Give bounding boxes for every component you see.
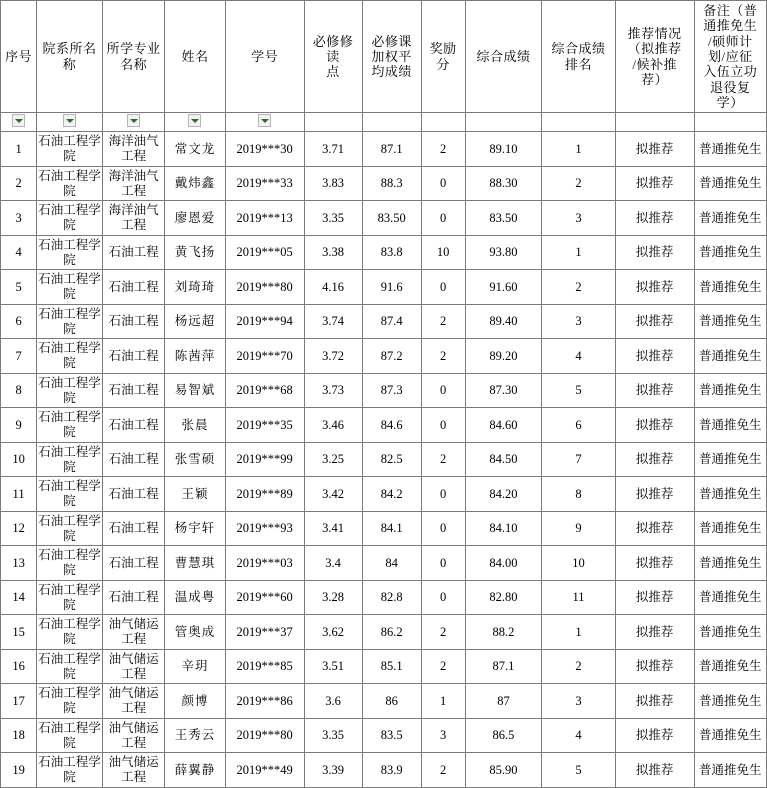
cell-college: 石油工程学院 <box>37 235 103 270</box>
cell-required-credits: 4.16 <box>304 270 362 305</box>
cell-name: 辛玥 <box>165 649 225 684</box>
cell-required-credits: 3.25 <box>304 442 362 477</box>
cell-required-credits: 3.35 <box>304 201 362 236</box>
cell-index: 5 <box>1 270 37 305</box>
cell-major: 石油工程 <box>102 477 164 512</box>
cell-recommendation: 拟推荐 <box>615 373 694 408</box>
cell-bonus-points: 1 <box>421 684 465 719</box>
cell-student-id: 2019***33 <box>225 166 304 201</box>
cell-total-rank: 6 <box>542 408 615 443</box>
cell-name: 张晨 <box>165 408 225 443</box>
cell-student-id: 2019***05 <box>225 235 304 270</box>
cell-index: 3 <box>1 201 37 236</box>
cell-major: 油气储运工程 <box>102 718 164 753</box>
cell-bonus-points: 2 <box>421 132 465 167</box>
cell-college: 石油工程学院 <box>37 615 103 650</box>
filter-dropdown-icon[interactable] <box>63 114 76 127</box>
cell-major: 油气储运工程 <box>102 615 164 650</box>
cell-bonus-points: 0 <box>421 408 465 443</box>
cell-total-rank: 2 <box>542 649 615 684</box>
cell-remark: 普通推免生 <box>694 546 766 581</box>
filter-cell-weighted-average[interactable] <box>362 113 421 132</box>
cell-college: 石油工程学院 <box>37 304 103 339</box>
filter-cell-required-credits[interactable] <box>304 113 362 132</box>
table-row <box>1 546 767 581</box>
cell-total-rank: 2 <box>542 166 615 201</box>
cell-required-credits: 3.73 <box>304 373 362 408</box>
cell-bonus-points: 0 <box>421 546 465 581</box>
table-row <box>1 649 767 684</box>
cell-major: 海洋油气工程 <box>102 201 164 236</box>
cell-recommendation: 拟推荐 <box>615 201 694 236</box>
cell-total-score: 91.60 <box>465 270 542 305</box>
cell-major: 石油工程 <box>102 408 164 443</box>
cell-total-rank: 5 <box>542 373 615 408</box>
table-row <box>1 132 767 167</box>
cell-recommendation: 拟推荐 <box>615 580 694 615</box>
cell-remark: 普通推免生 <box>694 684 766 719</box>
cell-recommendation: 拟推荐 <box>615 615 694 650</box>
cell-name: 杨远超 <box>165 304 225 339</box>
cell-college: 石油工程学院 <box>37 649 103 684</box>
cell-student-id: 2019***94 <box>225 304 304 339</box>
cell-total-score: 84.60 <box>465 408 542 443</box>
cell-total-score: 88.2 <box>465 615 542 650</box>
cell-college: 石油工程学院 <box>37 132 103 167</box>
cell-total-score: 87.1 <box>465 649 542 684</box>
cell-major: 石油工程 <box>102 339 164 374</box>
cell-bonus-points: 0 <box>421 580 465 615</box>
cell-remark: 普通推免生 <box>694 615 766 650</box>
cell-major: 石油工程 <box>102 546 164 581</box>
cell-weighted-average: 84.1 <box>362 511 421 546</box>
cell-college: 石油工程学院 <box>37 166 103 201</box>
cell-remark: 普通推免生 <box>694 408 766 443</box>
column-header-weighted-average: 必修课 加权平 均成绩 <box>362 1 421 113</box>
cell-total-score: 86.5 <box>465 718 542 753</box>
cell-weighted-average: 88.3 <box>362 166 421 201</box>
cell-name: 薛翼静 <box>165 753 225 788</box>
cell-bonus-points: 0 <box>421 477 465 512</box>
cell-required-credits: 3.62 <box>304 615 362 650</box>
cell-major: 油气储运工程 <box>102 649 164 684</box>
cell-college: 石油工程学院 <box>37 546 103 581</box>
cell-index: 18 <box>1 718 37 753</box>
filter-dropdown-icon[interactable] <box>12 114 25 127</box>
cell-total-score: 89.10 <box>465 132 542 167</box>
cell-index: 12 <box>1 511 37 546</box>
cell-name: 温成粤 <box>165 580 225 615</box>
cell-remark: 普通推免生 <box>694 339 766 374</box>
cell-weighted-average: 87.4 <box>362 304 421 339</box>
filter-cell-recommendation[interactable] <box>615 113 694 132</box>
cell-required-credits: 3.6 <box>304 684 362 719</box>
cell-major: 海洋油气工程 <box>102 166 164 201</box>
cell-name: 颜博 <box>165 684 225 719</box>
cell-weighted-average: 87.2 <box>362 339 421 374</box>
cell-name: 黄飞扬 <box>165 235 225 270</box>
cell-weighted-average: 87.1 <box>362 132 421 167</box>
cell-recommendation: 拟推荐 <box>615 235 694 270</box>
cell-student-id: 2019***68 <box>225 373 304 408</box>
cell-total-rank: 9 <box>542 511 615 546</box>
cell-bonus-points: 2 <box>421 339 465 374</box>
cell-student-id: 2019***93 <box>225 511 304 546</box>
cell-weighted-average: 85.1 <box>362 649 421 684</box>
cell-index: 2 <box>1 166 37 201</box>
cell-name: 王颖 <box>165 477 225 512</box>
table-row <box>1 753 767 788</box>
cell-recommendation: 拟推荐 <box>615 132 694 167</box>
cell-name: 王秀云 <box>165 718 225 753</box>
cell-bonus-points: 2 <box>421 649 465 684</box>
cell-required-credits: 3.72 <box>304 339 362 374</box>
cell-name: 易智斌 <box>165 373 225 408</box>
cell-bonus-points: 2 <box>421 304 465 339</box>
cell-remark: 普通推免生 <box>694 649 766 684</box>
table-row <box>1 477 767 512</box>
filter-cell-name[interactable] <box>165 113 225 132</box>
cell-remark: 普通推免生 <box>694 511 766 546</box>
cell-major: 石油工程 <box>102 511 164 546</box>
cell-total-rank: 11 <box>542 580 615 615</box>
cell-total-rank: 1 <box>542 615 615 650</box>
cell-required-credits: 3.83 <box>304 166 362 201</box>
cell-recommendation: 拟推荐 <box>615 649 694 684</box>
cell-recommendation: 拟推荐 <box>615 753 694 788</box>
table-row <box>1 684 767 719</box>
cell-required-credits: 3.4 <box>304 546 362 581</box>
cell-major: 石油工程 <box>102 304 164 339</box>
cell-major: 石油工程 <box>102 442 164 477</box>
table-header-row <box>1 1 767 113</box>
cell-student-id: 2019***30 <box>225 132 304 167</box>
cell-recommendation: 拟推荐 <box>615 408 694 443</box>
cell-index: 9 <box>1 408 37 443</box>
cell-bonus-points: 0 <box>421 270 465 305</box>
filter-cell-major[interactable] <box>102 113 164 132</box>
cell-recommendation: 拟推荐 <box>615 477 694 512</box>
cell-student-id: 2019***80 <box>225 270 304 305</box>
cell-total-score: 89.40 <box>465 304 542 339</box>
cell-total-rank: 5 <box>542 753 615 788</box>
table-filter-row[interactable] <box>1 113 767 132</box>
cell-index: 14 <box>1 580 37 615</box>
cell-required-credits: 3.46 <box>304 408 362 443</box>
cell-index: 15 <box>1 615 37 650</box>
cell-total-rank: 4 <box>542 339 615 374</box>
cell-student-id: 2019***60 <box>225 580 304 615</box>
cell-total-rank: 4 <box>542 718 615 753</box>
filter-cell-remark[interactable] <box>694 113 766 132</box>
cell-recommendation: 拟推荐 <box>615 442 694 477</box>
cell-index: 13 <box>1 546 37 581</box>
cell-bonus-points: 10 <box>421 235 465 270</box>
cell-total-rank: 3 <box>542 684 615 719</box>
cell-college: 石油工程学院 <box>37 270 103 305</box>
cell-remark: 普通推免生 <box>694 477 766 512</box>
cell-weighted-average: 83.5 <box>362 718 421 753</box>
cell-remark: 普通推免生 <box>694 304 766 339</box>
column-header-major: 所学专业 名称 <box>102 1 164 113</box>
cell-required-credits: 3.42 <box>304 477 362 512</box>
table-row <box>1 304 767 339</box>
cell-index: 6 <box>1 304 37 339</box>
cell-total-rank: 2 <box>542 270 615 305</box>
cell-recommendation: 拟推荐 <box>615 511 694 546</box>
cell-remark: 普通推免生 <box>694 132 766 167</box>
cell-total-score: 88.30 <box>465 166 542 201</box>
cell-total-score: 84.20 <box>465 477 542 512</box>
cell-student-id: 2019***89 <box>225 477 304 512</box>
cell-required-credits: 3.35 <box>304 718 362 753</box>
cell-weighted-average: 83.9 <box>362 753 421 788</box>
cell-recommendation: 拟推荐 <box>615 339 694 374</box>
cell-student-id: 2019***03 <box>225 546 304 581</box>
cell-bonus-points: 2 <box>421 442 465 477</box>
filter-cell-total-score[interactable] <box>465 113 542 132</box>
cell-recommendation: 拟推荐 <box>615 166 694 201</box>
cell-weighted-average: 83.50 <box>362 201 421 236</box>
table-row <box>1 442 767 477</box>
cell-required-credits: 3.41 <box>304 511 362 546</box>
cell-name: 曹慧琪 <box>165 546 225 581</box>
cell-index: 7 <box>1 339 37 374</box>
cell-remark: 普通推免生 <box>694 753 766 788</box>
cell-student-id: 2019***80 <box>225 718 304 753</box>
cell-total-rank: 3 <box>542 201 615 236</box>
cell-total-score: 89.20 <box>465 339 542 374</box>
cell-name: 陈茜萍 <box>165 339 225 374</box>
cell-index: 19 <box>1 753 37 788</box>
cell-index: 1 <box>1 132 37 167</box>
table-row <box>1 166 767 201</box>
cell-college: 石油工程学院 <box>37 753 103 788</box>
cell-student-id: 2019***85 <box>225 649 304 684</box>
cell-index: 4 <box>1 235 37 270</box>
cell-total-score: 85.90 <box>465 753 542 788</box>
cell-name: 常文龙 <box>165 132 225 167</box>
cell-index: 8 <box>1 373 37 408</box>
cell-required-credits: 3.71 <box>304 132 362 167</box>
cell-college: 石油工程学院 <box>37 684 103 719</box>
filter-cell-college[interactable] <box>37 113 103 132</box>
cell-bonus-points: 2 <box>421 615 465 650</box>
column-header-name: 姓名 <box>165 1 225 113</box>
cell-bonus-points: 0 <box>421 511 465 546</box>
cell-remark: 普通推免生 <box>694 270 766 305</box>
cell-name: 廖恩爱 <box>165 201 225 236</box>
cell-major: 油气储运工程 <box>102 684 164 719</box>
filter-cell-total-rank[interactable] <box>542 113 615 132</box>
cell-college: 石油工程学院 <box>37 511 103 546</box>
cell-weighted-average: 91.6 <box>362 270 421 305</box>
cell-weighted-average: 84 <box>362 546 421 581</box>
cell-weighted-average: 83.8 <box>362 235 421 270</box>
table-row <box>1 339 767 374</box>
cell-total-rank: 1 <box>542 132 615 167</box>
cell-bonus-points: 0 <box>421 166 465 201</box>
cell-college: 石油工程学院 <box>37 408 103 443</box>
table-row <box>1 580 767 615</box>
cell-college: 石油工程学院 <box>37 201 103 236</box>
cell-total-score: 82.80 <box>465 580 542 615</box>
cell-name: 管奥成 <box>165 615 225 650</box>
cell-remark: 普通推免生 <box>694 166 766 201</box>
cell-total-rank: 7 <box>542 442 615 477</box>
cell-total-score: 93.80 <box>465 235 542 270</box>
cell-total-score: 83.50 <box>465 201 542 236</box>
table-row <box>1 408 767 443</box>
cell-name: 张雪硕 <box>165 442 225 477</box>
cell-weighted-average: 86.2 <box>362 615 421 650</box>
cell-student-id: 2019***99 <box>225 442 304 477</box>
cell-major: 石油工程 <box>102 580 164 615</box>
cell-total-rank: 1 <box>542 235 615 270</box>
cell-bonus-points: 0 <box>421 373 465 408</box>
cell-student-id: 2019***37 <box>225 615 304 650</box>
cell-recommendation: 拟推荐 <box>615 718 694 753</box>
cell-required-credits: 3.39 <box>304 753 362 788</box>
cell-college: 石油工程学院 <box>37 339 103 374</box>
cell-total-rank: 10 <box>542 546 615 581</box>
cell-total-score: 87.30 <box>465 373 542 408</box>
table-row <box>1 373 767 408</box>
cell-bonus-points: 2 <box>421 753 465 788</box>
cell-major: 石油工程 <box>102 235 164 270</box>
cell-remark: 普通推免生 <box>694 373 766 408</box>
cell-weighted-average: 82.8 <box>362 580 421 615</box>
column-header-total-rank: 综合成绩 排名 <box>542 1 615 113</box>
cell-required-credits: 3.28 <box>304 580 362 615</box>
cell-total-score: 87 <box>465 684 542 719</box>
cell-total-rank: 3 <box>542 304 615 339</box>
cell-required-credits: 3.38 <box>304 235 362 270</box>
column-header-required-credits: 必修修读 点 <box>304 1 362 113</box>
table-row <box>1 615 767 650</box>
cell-student-id: 2019***70 <box>225 339 304 374</box>
cell-total-score: 84.10 <box>465 511 542 546</box>
cell-major: 海洋油气工程 <box>102 132 164 167</box>
cell-major: 油气储运工程 <box>102 753 164 788</box>
filter-dropdown-icon[interactable] <box>258 114 271 127</box>
cell-index: 10 <box>1 442 37 477</box>
cell-weighted-average: 87.3 <box>362 373 421 408</box>
table-row <box>1 201 767 236</box>
cell-bonus-points: 0 <box>421 201 465 236</box>
cell-index: 11 <box>1 477 37 512</box>
cell-name: 戴炜鑫 <box>165 166 225 201</box>
cell-total-score: 84.50 <box>465 442 542 477</box>
cell-college: 石油工程学院 <box>37 580 103 615</box>
table-row <box>1 270 767 305</box>
cell-total-score: 84.00 <box>465 546 542 581</box>
table-row <box>1 235 767 270</box>
cell-student-id: 2019***35 <box>225 408 304 443</box>
column-header-index: 序号 <box>1 1 37 113</box>
column-header-recommendation: 推荐情况 （拟推荐 /候补推 荐） <box>615 1 694 113</box>
cell-required-credits: 3.74 <box>304 304 362 339</box>
filter-cell-index[interactable] <box>1 113 37 132</box>
column-header-total-score: 综合成绩 <box>465 1 542 113</box>
cell-remark: 普通推免生 <box>694 580 766 615</box>
cell-remark: 普通推免生 <box>694 201 766 236</box>
cell-weighted-average: 84.6 <box>362 408 421 443</box>
cell-recommendation: 拟推荐 <box>615 304 694 339</box>
cell-recommendation: 拟推荐 <box>615 270 694 305</box>
cell-name: 刘琦琦 <box>165 270 225 305</box>
cell-total-rank: 8 <box>542 477 615 512</box>
column-header-remark: 备注（普 通推免生 /硕师计 划/应征 入伍立功 退役复 学） <box>694 1 766 113</box>
cell-major: 石油工程 <box>102 270 164 305</box>
table-header <box>1 1 767 132</box>
cell-student-id: 2019***86 <box>225 684 304 719</box>
cell-weighted-average: 84.2 <box>362 477 421 512</box>
table-row <box>1 511 767 546</box>
column-header-college: 院系所名 称 <box>37 1 103 113</box>
cell-required-credits: 3.51 <box>304 649 362 684</box>
filter-cell-student-id[interactable] <box>225 113 304 132</box>
cell-college: 石油工程学院 <box>37 442 103 477</box>
cell-bonus-points: 3 <box>421 718 465 753</box>
cell-student-id: 2019***13 <box>225 201 304 236</box>
cell-college: 石油工程学院 <box>37 718 103 753</box>
cell-recommendation: 拟推荐 <box>615 684 694 719</box>
cell-index: 16 <box>1 649 37 684</box>
cell-remark: 普通推免生 <box>694 442 766 477</box>
cell-major: 石油工程 <box>102 373 164 408</box>
cell-recommendation: 拟推荐 <box>615 546 694 581</box>
filter-cell-bonus-points[interactable] <box>421 113 465 132</box>
filter-dropdown-icon[interactable] <box>188 114 201 127</box>
filter-dropdown-icon[interactable] <box>127 114 140 127</box>
cell-remark: 普通推免生 <box>694 718 766 753</box>
column-header-bonus-points: 奖励 分 <box>421 1 465 113</box>
column-header-student-id: 学号 <box>225 1 304 113</box>
cell-college: 石油工程学院 <box>37 373 103 408</box>
cell-college: 石油工程学院 <box>37 477 103 512</box>
cell-name: 杨宇轩 <box>165 511 225 546</box>
cell-student-id: 2019***49 <box>225 753 304 788</box>
table-row <box>1 718 767 753</box>
cell-weighted-average: 82.5 <box>362 442 421 477</box>
cell-index: 17 <box>1 684 37 719</box>
table-body <box>1 132 767 788</box>
cell-weighted-average: 86 <box>362 684 421 719</box>
cell-remark: 普通推免生 <box>694 235 766 270</box>
